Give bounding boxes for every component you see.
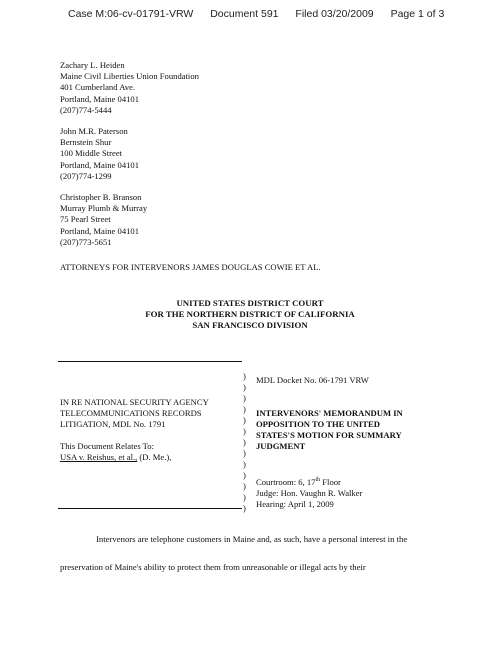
relates-to-block bbox=[60, 441, 171, 463]
attorney-city: Portland, Maine 04101 bbox=[60, 225, 140, 236]
caption-left-line-2: TELECOMMUNICATIONS RECORDS bbox=[60, 408, 202, 418]
attorney-org: Maine Civil Liberties Union Foundation bbox=[60, 71, 199, 82]
page-number: Page 1 of 3 bbox=[390, 8, 445, 20]
caption-bottom-rule bbox=[58, 508, 242, 509]
attorney-block-1 bbox=[60, 60, 199, 116]
caption-top-rule bbox=[58, 361, 242, 362]
attorney-city: Portland, Maine 04101 bbox=[60, 159, 140, 170]
attorney-phone: (207)774-1299 bbox=[60, 170, 112, 181]
relates-case-court: (D. Me.), bbox=[137, 452, 172, 462]
document-number: Document 591 bbox=[210, 8, 279, 20]
attorney-org: Murray Plumb & Murray bbox=[60, 203, 148, 214]
attorney-name: Zachary L. Heiden bbox=[60, 60, 125, 70]
filed-date: Filed 03/20/2009 bbox=[295, 8, 374, 20]
attorney-name: Christopher B. Branson bbox=[60, 192, 142, 202]
attorney-phone: (207)774-5444 bbox=[60, 104, 112, 115]
relates-case-name: USA v. Reishus, et al., bbox=[60, 452, 138, 462]
caption-parentheses: ) ) ) ) ) ) ) ) ) ) ) ) ) bbox=[243, 371, 246, 513]
case-caption bbox=[60, 397, 209, 430]
ordinal-suffix: th bbox=[315, 477, 321, 483]
attorney-street: 401 Cumberland Ave. bbox=[60, 82, 136, 93]
caption-left-line-3: LITIGATION, MDL No. 1791 bbox=[60, 419, 166, 429]
relates-to-label: This Document Relates To: bbox=[60, 441, 154, 451]
body-line-1: Intervenors are telephone customers in Maine and, as such, have a personal interest in the bbox=[96, 534, 408, 544]
hearing-info bbox=[256, 475, 362, 510]
courtroom-line: Courtroom: 6, 17th Floor bbox=[256, 476, 341, 487]
attorney-block-2 bbox=[60, 126, 139, 182]
hearing-line: Hearing: April 1, 2009 bbox=[256, 498, 334, 509]
document-title-line-1: INTERVENORS' MEMORANDUM IN bbox=[256, 408, 403, 418]
attorney-city: Portland, Maine 04101 bbox=[60, 93, 140, 104]
page-header bbox=[68, 8, 468, 20]
document-title-line-4: JUDGMENT bbox=[256, 441, 306, 451]
document-title-line-3: STATES'S MOTION FOR SUMMARY bbox=[256, 430, 402, 440]
judge-line: Judge: Hon. Vaughn R. Walker bbox=[256, 487, 363, 498]
document-title bbox=[256, 408, 403, 452]
attorneys-for-line: ATTORNEYS FOR INTERVENORS JAMES DOUGLAS COWIE ET AL. bbox=[60, 262, 321, 272]
docket-number: MDL Docket No. 06-1791 VRW bbox=[256, 375, 369, 385]
attorney-street: 75 Pearl Street bbox=[60, 214, 111, 225]
attorney-org: Bernstein Shur bbox=[60, 137, 112, 148]
caption-left-line-1: IN RE NATIONAL SECURITY AGENCY bbox=[60, 397, 209, 407]
attorney-street: 100 Middle Street bbox=[60, 148, 123, 159]
document-title-line-2: OPPOSITION TO THE UNITED bbox=[256, 419, 380, 429]
court-line-1: UNITED STATES DISTRICT COURT bbox=[176, 298, 324, 308]
case-number: Case M:06-cv-01791-VRW bbox=[68, 8, 194, 20]
attorney-name: John M.R. Paterson bbox=[60, 126, 128, 136]
court-line-2: FOR THE NORTHERN DISTRICT OF CALIFORNIA bbox=[145, 309, 355, 319]
relates-to-case bbox=[60, 452, 171, 463]
body-line-2: preservation of Maine's ability to protect them from unreasonable or illegal acts by their bbox=[60, 562, 366, 572]
court-heading bbox=[0, 298, 500, 331]
attorney-phone: (207)773-5651 bbox=[60, 236, 112, 247]
court-line-3: SAN FRANCISCO DIVISION bbox=[192, 320, 308, 330]
attorney-block-3 bbox=[60, 192, 147, 248]
